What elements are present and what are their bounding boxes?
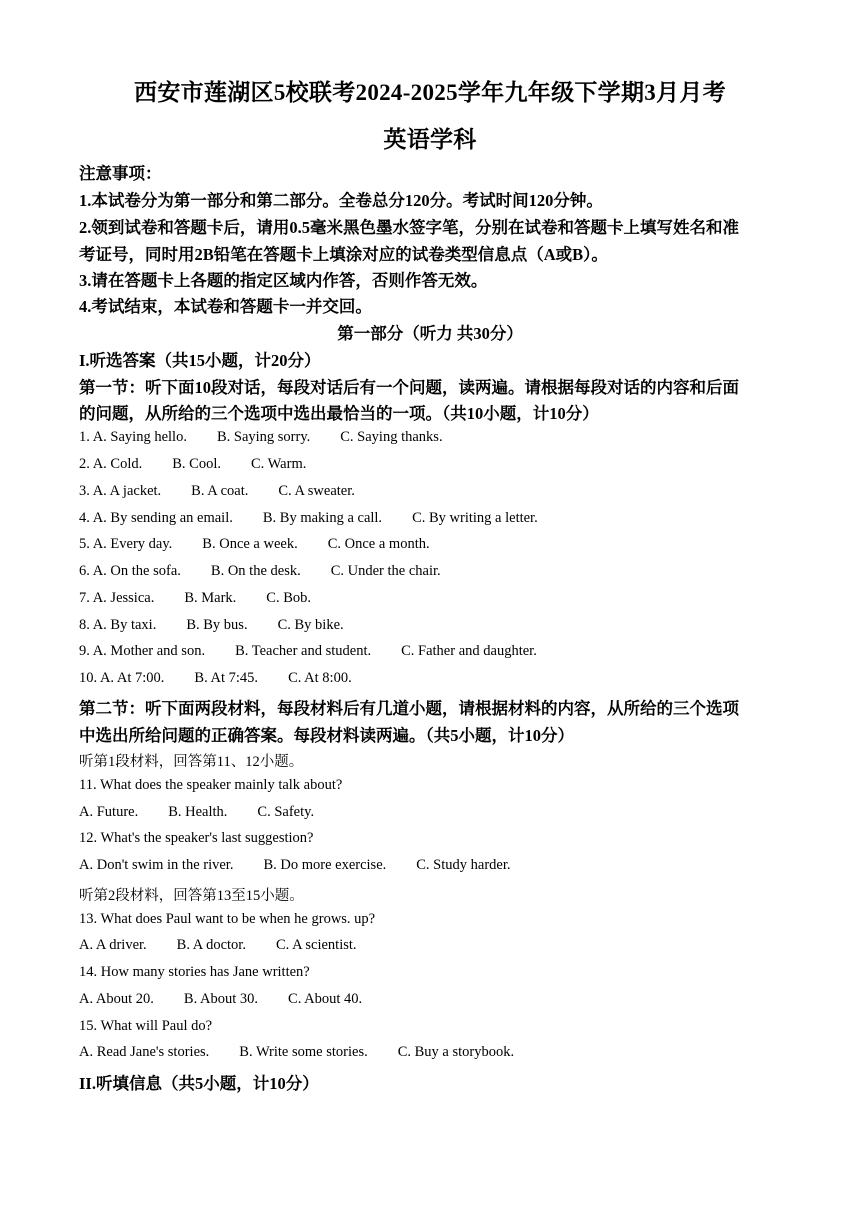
material-1-note: 听第1段材料，回答第11、12小题。 bbox=[79, 754, 304, 770]
section1-intro-line: 第一节：听下面10段对话，每段对话后有一个问题，读两遍。请根据每段对话的内容和后面 bbox=[79, 378, 739, 397]
option-a: A. By sending an email. bbox=[92, 510, 233, 526]
option-c: C. Father and daughter. bbox=[401, 643, 537, 659]
option-b: B. Mark. bbox=[184, 590, 237, 606]
option-a: A. By taxi. bbox=[92, 617, 157, 633]
option-c: C. Under the chair. bbox=[330, 563, 441, 579]
subject-title: 英语学科 bbox=[383, 127, 477, 152]
option-b: B. At 7:45. bbox=[194, 670, 259, 686]
exam-title: 西安市莲湖区5校联考2024-2025学年九年级下学期3月月考 bbox=[134, 80, 726, 105]
option-c: C. Buy a storybook. bbox=[397, 1044, 515, 1060]
question-3 bbox=[79, 483, 355, 500]
question-number: 1. bbox=[79, 429, 90, 445]
option-c: C. A sweater. bbox=[278, 483, 355, 499]
question-number: 2. bbox=[79, 456, 90, 472]
note-line: 1.本试卷分为第一部分和第二部分。全卷总分120分。考试时间120分钟。 bbox=[79, 191, 603, 210]
option-c: C. Saying thanks. bbox=[340, 429, 443, 445]
question-12-stem: 12. What's the speaker's last suggestion? bbox=[79, 830, 314, 846]
question-number: 3. bbox=[79, 483, 90, 499]
option-c: C. By bike. bbox=[277, 617, 344, 633]
option-a: A. Read Jane's stories. bbox=[79, 1044, 210, 1060]
option-b: B. On the desk. bbox=[210, 563, 301, 579]
option-a: A. Cold. bbox=[92, 456, 143, 472]
question-11-stem: 11. What does the speaker mainly talk about? bbox=[79, 777, 343, 793]
option-a: A. Future. bbox=[79, 804, 139, 820]
option-b: B. Health. bbox=[168, 804, 228, 820]
option-a: A. A driver. bbox=[79, 937, 147, 953]
section2-intro-line: 中选出所给问题的正确答案。每段材料读两遍。（共5小题，计10分） bbox=[79, 726, 574, 745]
question-number: 4. bbox=[79, 510, 90, 526]
option-a: A. Don't swim in the river. bbox=[79, 857, 234, 873]
option-c: C. Warm. bbox=[251, 456, 307, 472]
question-4 bbox=[79, 510, 538, 527]
question-15-stem: 15. What will Paul do? bbox=[79, 1018, 213, 1034]
question-12-options bbox=[79, 857, 511, 874]
option-b: B. Teacher and student. bbox=[235, 643, 372, 659]
note-line: 考证号，同时用2B铅笔在答题卡上填涂对应的试卷类型信息点（A或B）。 bbox=[79, 245, 608, 264]
question-7 bbox=[79, 590, 311, 607]
option-b: B. Write some stories. bbox=[239, 1044, 368, 1060]
option-b: B. A doctor. bbox=[176, 937, 246, 953]
option-c: C. Bob. bbox=[266, 590, 312, 606]
option-c: C. About 40. bbox=[288, 991, 363, 1007]
section1-title: I.听选答案（共15小题，计20分） bbox=[79, 351, 321, 370]
notes-heading: 注意事项： bbox=[79, 164, 162, 183]
section2-intro-line: 第二节：听下面两段材料，每段材料后有几道小题，请根据材料的内容，从所给的三个选项 bbox=[79, 699, 739, 718]
option-a: A. Saying hello. bbox=[92, 429, 187, 445]
option-c: C. By writing a letter. bbox=[412, 510, 538, 526]
option-c: C. Safety. bbox=[257, 804, 315, 820]
question-1 bbox=[79, 429, 443, 446]
option-a: A. Mother and son. bbox=[92, 643, 206, 659]
question-number: 9. bbox=[79, 643, 90, 659]
option-a: A. At 7:00. bbox=[99, 670, 165, 686]
material-2-note: 听第2段材料，回答第13至15小题。 bbox=[79, 888, 304, 904]
question-8 bbox=[79, 617, 344, 634]
option-a: A. Jessica. bbox=[92, 590, 155, 606]
option-b: B. By making a call. bbox=[262, 510, 383, 526]
option-b: B. A coat. bbox=[191, 483, 249, 499]
question-number: 8. bbox=[79, 617, 90, 633]
question-9 bbox=[79, 643, 537, 660]
question-number: 5. bbox=[79, 536, 90, 552]
option-b: B. About 30. bbox=[183, 991, 259, 1007]
section1-intro-line: 的问题，从所给的三个选项中选出最恰当的一项。（共10小题，计10分） bbox=[79, 404, 599, 423]
question-15-options bbox=[79, 1044, 514, 1061]
option-c: C. A scientist. bbox=[275, 937, 357, 953]
note-line: 3.请在答题卡上各题的指定区域内作答，否则作答无效。 bbox=[79, 271, 488, 290]
question-14-stem: 14. How many stories has Jane written? bbox=[79, 964, 310, 980]
option-a: A. About 20. bbox=[79, 991, 154, 1007]
question-11-options bbox=[79, 804, 314, 821]
question-13-options bbox=[79, 937, 357, 954]
question-13-stem: 13. What does Paul want to be when he grows. up? bbox=[79, 911, 376, 927]
question-number: 6. bbox=[79, 563, 90, 579]
option-b: B. Cool. bbox=[172, 456, 221, 472]
option-c: C. Once a month. bbox=[327, 536, 430, 552]
note-line: 4.考试结束，本试卷和答题卡一并交回。 bbox=[79, 297, 372, 316]
question-14-options bbox=[79, 991, 362, 1008]
option-b: B. Once a week. bbox=[202, 536, 298, 552]
note-line: 2.领到试卷和答题卡后，请用0.5毫米黑色墨水签字笔，分别在试卷和答题卡上填写姓名和准 bbox=[79, 218, 739, 237]
question-2 bbox=[79, 456, 306, 473]
question-6 bbox=[79, 563, 441, 580]
option-c: C. Study harder. bbox=[416, 857, 511, 873]
part1-title: 第一部分（听力 共30分） bbox=[337, 324, 523, 343]
option-a: A. A jacket. bbox=[92, 483, 162, 499]
section2-title: II.听填信息（共5小题，计10分） bbox=[79, 1074, 319, 1093]
option-a: A. Every day. bbox=[92, 536, 173, 552]
option-b: B. By bus. bbox=[186, 617, 248, 633]
option-b: B. Saying sorry. bbox=[216, 429, 311, 445]
option-b: B. Do more exercise. bbox=[263, 857, 387, 873]
option-a: A. On the sofa. bbox=[92, 563, 181, 579]
question-5 bbox=[79, 536, 430, 553]
question-number: 7. bbox=[79, 590, 90, 606]
question-10 bbox=[79, 670, 352, 687]
option-c: C. At 8:00. bbox=[288, 670, 352, 686]
question-number: 10. bbox=[79, 670, 98, 686]
